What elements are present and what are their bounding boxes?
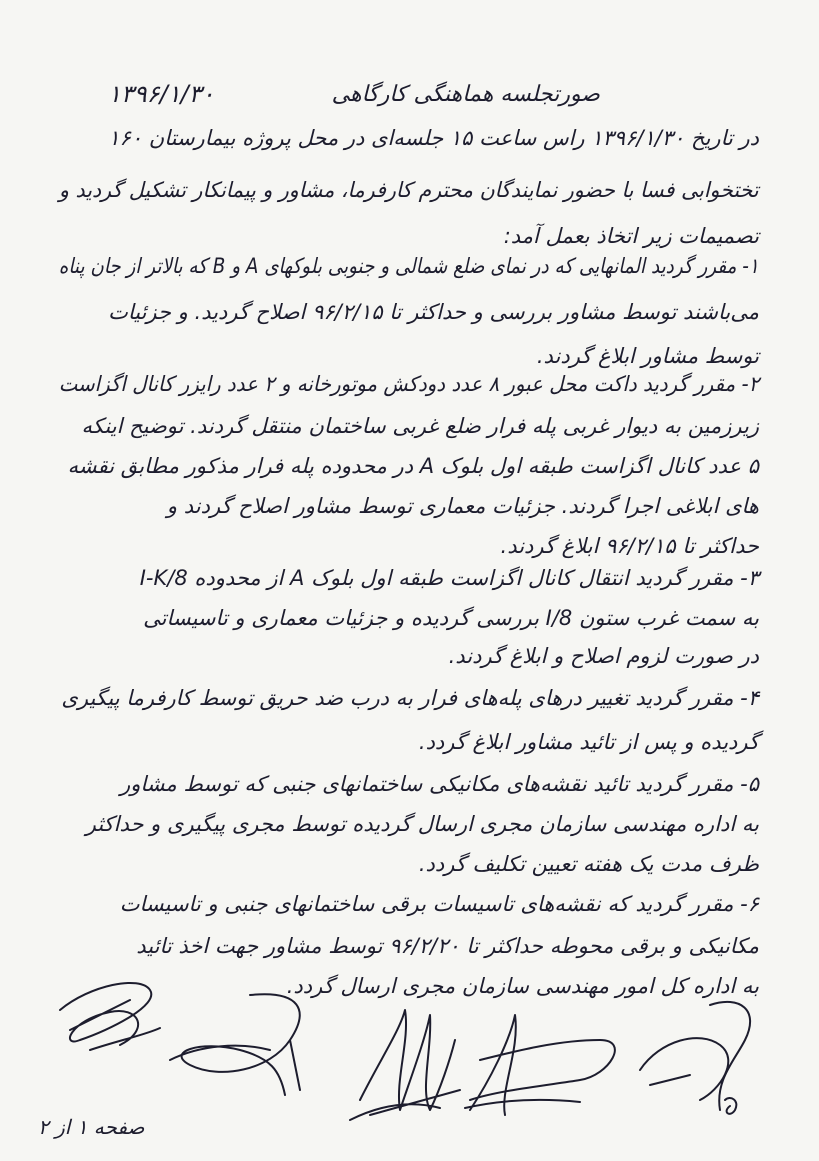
item-1-line: می‌باشند توسط مشاور بررسی و حداکثر تا ۹۶/۲/۱۵ اصلاح گردید. و جزئیات <box>108 300 759 324</box>
item-2-line: ۵ عدد کانال اگزاست طبقه اول بلوک A در محدوده پله فرار مذکور مطابق نقشه <box>67 454 759 478</box>
item-1-line: ۱- مقرر گردید المانهایی که در نمای ضلع شمالی و جنوبی بلوکهای A و B که بالاتر از جان پناه <box>59 254 759 278</box>
signature-5 <box>640 1002 750 1114</box>
item-1-line: توسط مشاور ابلاغ گردند. <box>536 344 759 368</box>
item-2-line: های ابلاغی اجرا گردند. جزئیات معماری توسط مشاور اصلاح گردند و <box>166 494 759 518</box>
item-2-line: حداکثر تا ۹۶/۲/۱۵ ابلاغ گردند. <box>500 534 759 558</box>
page-number: صفحه ۱ از ۲ <box>38 1115 145 1139</box>
document-date: ۱۳۹۶/۱/۳۰ <box>108 80 215 108</box>
item-4-line: ۴- مقرر گردید تغییر درهای پله‌های فرار به درب ضد حریق توسط کارفرما پیگیری <box>61 686 759 710</box>
signature-2 <box>170 994 300 1095</box>
signature-3 <box>350 1010 460 1120</box>
item-6-line: مکانیکی و برقی محوطه حداکثر تا ۹۶/۲/۲۰ توسط مشاور جهت اخذ تائید <box>136 934 759 958</box>
document-title: صورتجلسه هماهنگی کارگاهی <box>331 82 600 107</box>
signature-4 <box>465 1015 615 1115</box>
item-6-line: به اداره کل امور مهندسی سازمان مجری ارسال گردد. <box>286 974 759 998</box>
item-3-line: در صورت لزوم اصلاح و ابلاغ گردند. <box>448 644 759 668</box>
item-6-line: ۶- مقرر گردید که نقشه‌های تاسیسات برقی ساختمانهای جنبی و تاسیسات <box>119 892 759 916</box>
item-5-line: ظرف مدت یک هفته تعیین تکلیف گردد. <box>418 852 759 876</box>
item-2-line: ۲- مقرر گردید داکت محل عبور ۸ عدد دودکش موتورخانه و ۲ عدد رایزر کانال اگزاست <box>58 372 759 396</box>
item-5-line: به اداره مهندسی سازمان مجری ارسال گردیده توسط مجری پیگیری و حداکثر <box>85 812 759 836</box>
item-2-line: زیرزمین به دیوار غربی پله فرار ضلع غربی ساختمان منتقل گردند. توضیح اینکه <box>81 414 759 438</box>
item-4-line: گردیده و پس از تائید مشاور ابلاغ گردد. <box>418 730 759 754</box>
item-5-line: ۵- مقرر گردید تائید نقشه‌های مکانیکی ساختمانهای جنبی که توسط مشاور <box>120 772 759 796</box>
body-line: در تاریخ ۱۳۹۶/۱/۳۰ راس ساعت ۱۵ جلسه‌ای در محل پروژه بیمارستان ۱۶۰ <box>108 126 759 150</box>
body-line: تختخوابی فسا با حضور نمایندگان محترم کارفرما، مشاور و پیمانکار تشکیل گردید و <box>59 178 759 202</box>
item-3-line: به سمت غرب ستون I/8 بررسی گردیده و جزئیات معماری و تاسیساتی <box>143 606 759 630</box>
signature-1 <box>60 983 160 1050</box>
item-3-line: ۳- مقرر گردید انتقال کانال اگزاست طبقه اول بلوک A از محدوده I-K/8 <box>139 566 759 590</box>
body-line: تصمیمات زیر اتخاذ بعمل آمد: <box>503 224 759 248</box>
